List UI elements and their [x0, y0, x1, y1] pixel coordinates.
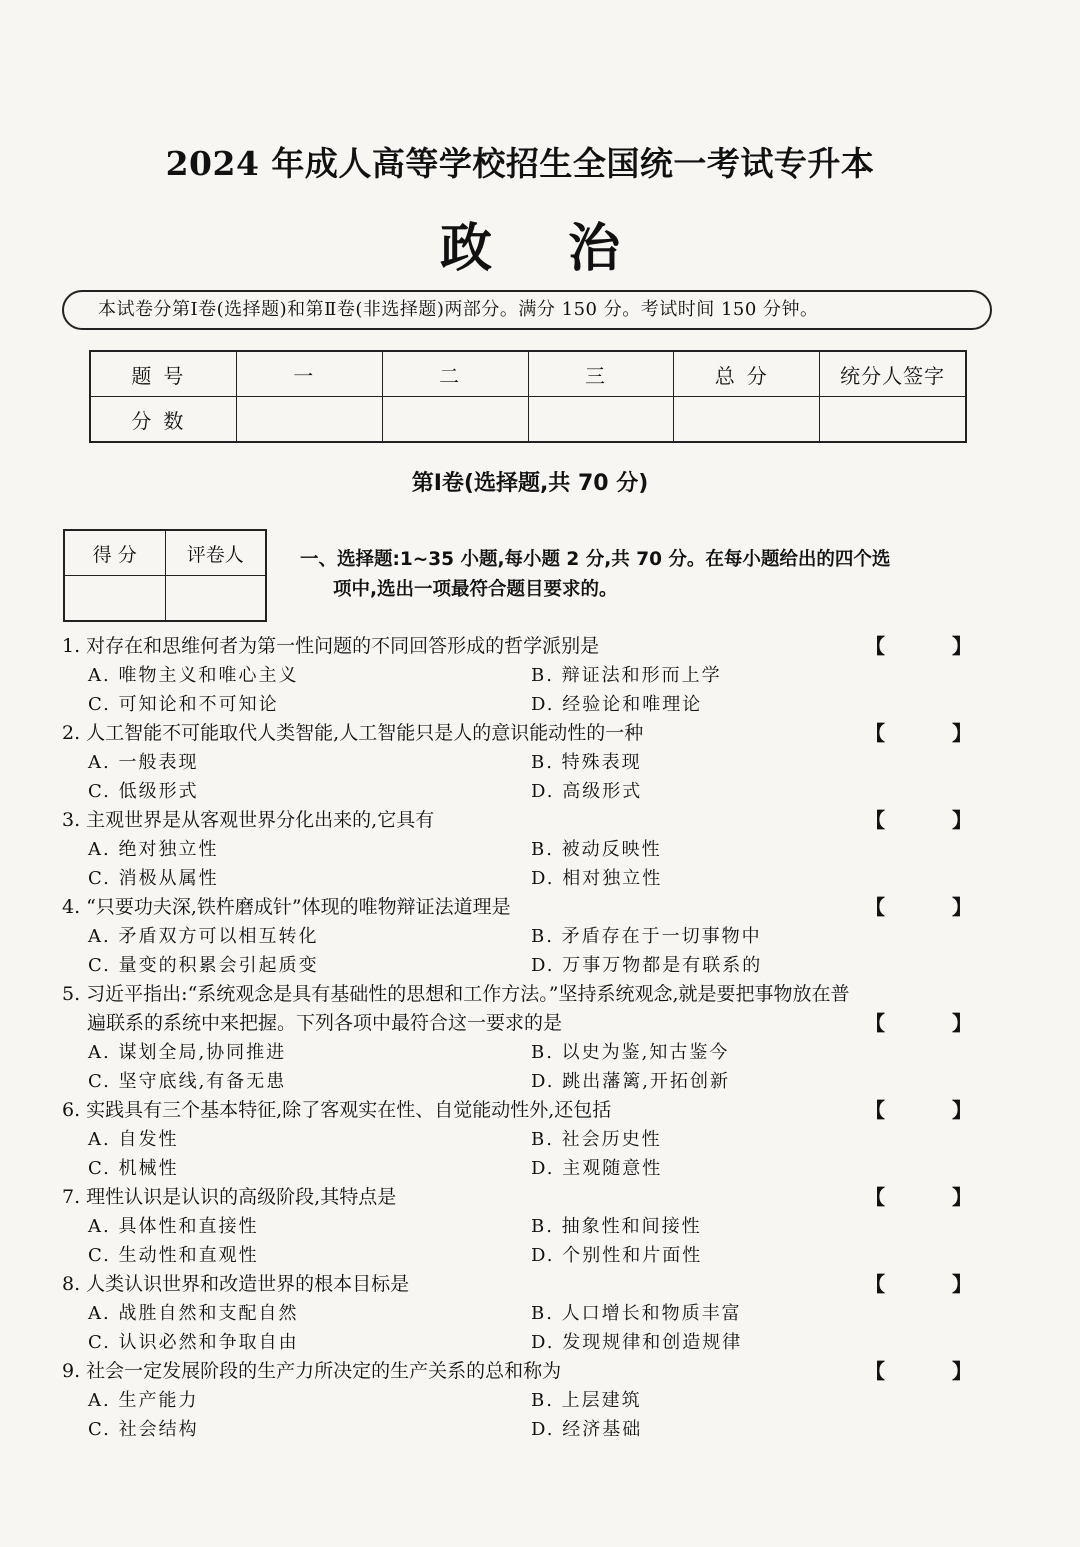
grader-score-label: 得 分 — [64, 530, 165, 576]
answer-bracket: 【 】 — [865, 895, 1002, 919]
option-a: A. 谋划全局,协同推进 — [88, 1042, 287, 1063]
option-c: C. 机械性 — [88, 1158, 179, 1179]
question-stem — [62, 1183, 1002, 1212]
section-line-2: 项中,选出一项最符合题目要求的。 — [333, 579, 618, 600]
option-row — [0, 1038, 1080, 1067]
question-item — [0, 1096, 1080, 1183]
option-row — [0, 1328, 1080, 1357]
option-row — [0, 1415, 1080, 1444]
score-cell — [528, 397, 674, 443]
answer-bracket: 【 】 — [865, 1185, 1002, 1209]
question-stem-text: 7. 理性认识是认识的高级阶段,其特点是 — [62, 1186, 397, 1208]
option-c: C. 量变的积累会引起质变 — [88, 955, 319, 976]
option-c: C. 低级形式 — [88, 781, 199, 802]
question-stem-text: 8. 人类认识世界和改造世界的根本目标是 — [62, 1273, 410, 1295]
option-row — [0, 748, 1080, 777]
score-cell: 总分 — [674, 351, 820, 397]
option-row — [0, 661, 1080, 690]
subject-title — [0, 206, 1060, 281]
answer-bracket: 【 】 — [865, 1098, 1002, 1122]
option-a: A. 唯物主义和唯心主义 — [88, 665, 299, 686]
section-instructions — [300, 545, 1000, 605]
option-c: C. 消极从属性 — [88, 868, 219, 889]
score-table-header-row — [90, 351, 966, 397]
question-stem-text: 1. 对存在和思维何者为第一性问题的不同回答形成的哲学派别是 — [62, 635, 600, 657]
option-a: A. 绝对独立性 — [88, 839, 219, 860]
question-stem-text: 3. 主观世界是从客观世界分化出来的,它具有 — [62, 809, 435, 831]
score-cell: 一 — [236, 351, 382, 397]
option-row — [0, 1386, 1080, 1415]
option-b: B. 矛盾存在于一切事物中 — [531, 926, 762, 947]
exam-notice: 本试卷分第Ⅰ卷(选择题)和第Ⅱ卷(非选择题)两部分。满分 150 分。考试时间 150 分钟。 — [62, 290, 992, 330]
question-item — [0, 1183, 1080, 1270]
question-item — [0, 893, 1080, 980]
option-b: B. 特殊表现 — [531, 752, 642, 773]
grader-score-cell — [64, 576, 165, 622]
option-row — [0, 1299, 1080, 1328]
question-stem — [62, 893, 1002, 922]
score-cell — [236, 397, 382, 443]
option-a: A. 自发性 — [88, 1129, 179, 1150]
option-b: B. 辩证法和形而上学 — [531, 665, 722, 686]
question-stem — [62, 719, 1002, 748]
option-b: B. 以史为鉴,知古鉴今 — [531, 1042, 730, 1063]
option-row — [0, 951, 1080, 980]
score-table — [89, 350, 967, 443]
answer-bracket: 【 】 — [865, 1011, 1002, 1035]
option-d: D. 主观随意性 — [531, 1158, 663, 1179]
question-stem-text: 9. 社会一定发展阶段的生产力所决定的生产关系的总和称为 — [62, 1360, 562, 1382]
question-stem — [62, 980, 1002, 1009]
option-row — [0, 835, 1080, 864]
option-row — [0, 1154, 1080, 1183]
question-stem — [62, 1270, 1002, 1299]
question-stem — [62, 632, 1002, 661]
option-c: C. 社会结构 — [88, 1419, 199, 1440]
answer-bracket: 【 】 — [865, 1272, 1002, 1296]
question-item — [0, 632, 1080, 719]
option-row — [0, 1212, 1080, 1241]
option-a: A. 具体性和直接性 — [88, 1216, 259, 1237]
option-row — [0, 1241, 1080, 1270]
question-item — [0, 1357, 1080, 1444]
option-d: D. 经验论和唯理论 — [531, 694, 703, 715]
option-a: A. 矛盾双方可以相互转化 — [88, 926, 319, 947]
option-b: B. 上层建筑 — [531, 1390, 642, 1411]
option-a: A. 生产能力 — [88, 1390, 199, 1411]
subject-char-1: 政 — [439, 218, 492, 279]
option-d: D. 万事万物都是有联系的 — [531, 955, 763, 976]
option-c: C. 认识必然和争取自由 — [88, 1332, 299, 1353]
option-c: C. 可知论和不可知论 — [88, 694, 279, 715]
option-row — [0, 864, 1080, 893]
question-stem — [62, 1096, 1002, 1125]
question-item — [0, 806, 1080, 893]
subject-char-2: 治 — [568, 218, 621, 279]
option-a: A. 战胜自然和支配自然 — [88, 1303, 299, 1324]
exam-title: 2024 年成人高等学校招生全国统一考试专升本 — [165, 144, 875, 183]
question-stem-text: 5. 习近平指出:“系统观念是具有基础性的思想和工作方法。”坚持系统观念,就是要把事物放在普 — [62, 983, 850, 1005]
option-d: D. 跳出藩篱,开拓创新 — [531, 1071, 730, 1092]
option-b: B. 抽象性和间接性 — [531, 1216, 702, 1237]
option-d: D. 高级形式 — [531, 781, 643, 802]
score-cell — [674, 397, 820, 443]
grader-name-cell — [165, 576, 266, 622]
answer-bracket: 【 】 — [865, 808, 1002, 832]
option-d: D. 相对独立性 — [531, 868, 663, 889]
grader-name-label: 评卷人 — [165, 530, 266, 576]
question-item — [0, 719, 1080, 806]
score-cell — [820, 397, 966, 443]
answer-bracket: 【 】 — [865, 721, 1002, 745]
option-c: C. 坚守底线,有备无患 — [88, 1071, 287, 1092]
option-a: A. 一般表现 — [88, 752, 199, 773]
volume-title: 第Ⅰ卷(选择题,共 70 分) — [411, 471, 649, 496]
grader-table — [63, 529, 267, 622]
question-stem-text: 4. “只要功夫深,铁杵磨成针”体现的唯物辩证法道理是 — [62, 896, 511, 918]
score-cell: 题号 — [90, 351, 236, 397]
question-item — [0, 980, 1080, 1096]
option-b: B. 被动反映性 — [531, 839, 662, 860]
option-row — [0, 1067, 1080, 1096]
option-c: C. 生动性和直观性 — [88, 1245, 259, 1266]
option-d: D. 经济基础 — [531, 1419, 643, 1440]
score-table-value-row — [90, 397, 966, 443]
option-b: B. 人口增长和物质丰富 — [531, 1303, 742, 1324]
question-item — [0, 1270, 1080, 1357]
question-stem — [87, 1009, 1002, 1038]
score-cell: 二 — [382, 351, 528, 397]
option-row — [0, 690, 1080, 719]
score-cell: 三 — [528, 351, 674, 397]
score-cell: 统分人签字 — [820, 351, 966, 397]
option-d: D. 个别性和片面性 — [531, 1245, 703, 1266]
question-stem-text: 2. 人工智能不可能取代人类智能,人工智能只是人的意识能动性的一种 — [62, 722, 644, 744]
answer-bracket: 【 】 — [865, 634, 1002, 658]
question-stem — [62, 1357, 1002, 1386]
option-row — [0, 777, 1080, 806]
option-row — [0, 1125, 1080, 1154]
score-cell: 分数 — [90, 397, 236, 443]
section-line-1: 一、选择题:1~35 小题,每小题 2 分,共 70 分。在每小题给出的四个选 — [300, 549, 891, 570]
score-cell — [382, 397, 528, 443]
answer-bracket: 【 】 — [865, 1359, 1002, 1383]
option-d: D. 发现规律和创造规律 — [531, 1332, 743, 1353]
option-b: B. 社会历史性 — [531, 1129, 662, 1150]
question-stem-text: 遍联系的系统中来把握。下列各项中最符合这一要求的是 — [87, 1012, 563, 1034]
question-stem-text: 6. 实践具有三个基本特征,除了客观实在性、自觉能动性外,还包括 — [62, 1099, 612, 1121]
question-list — [0, 632, 1080, 1444]
question-stem — [62, 806, 1002, 835]
option-row — [0, 922, 1080, 951]
